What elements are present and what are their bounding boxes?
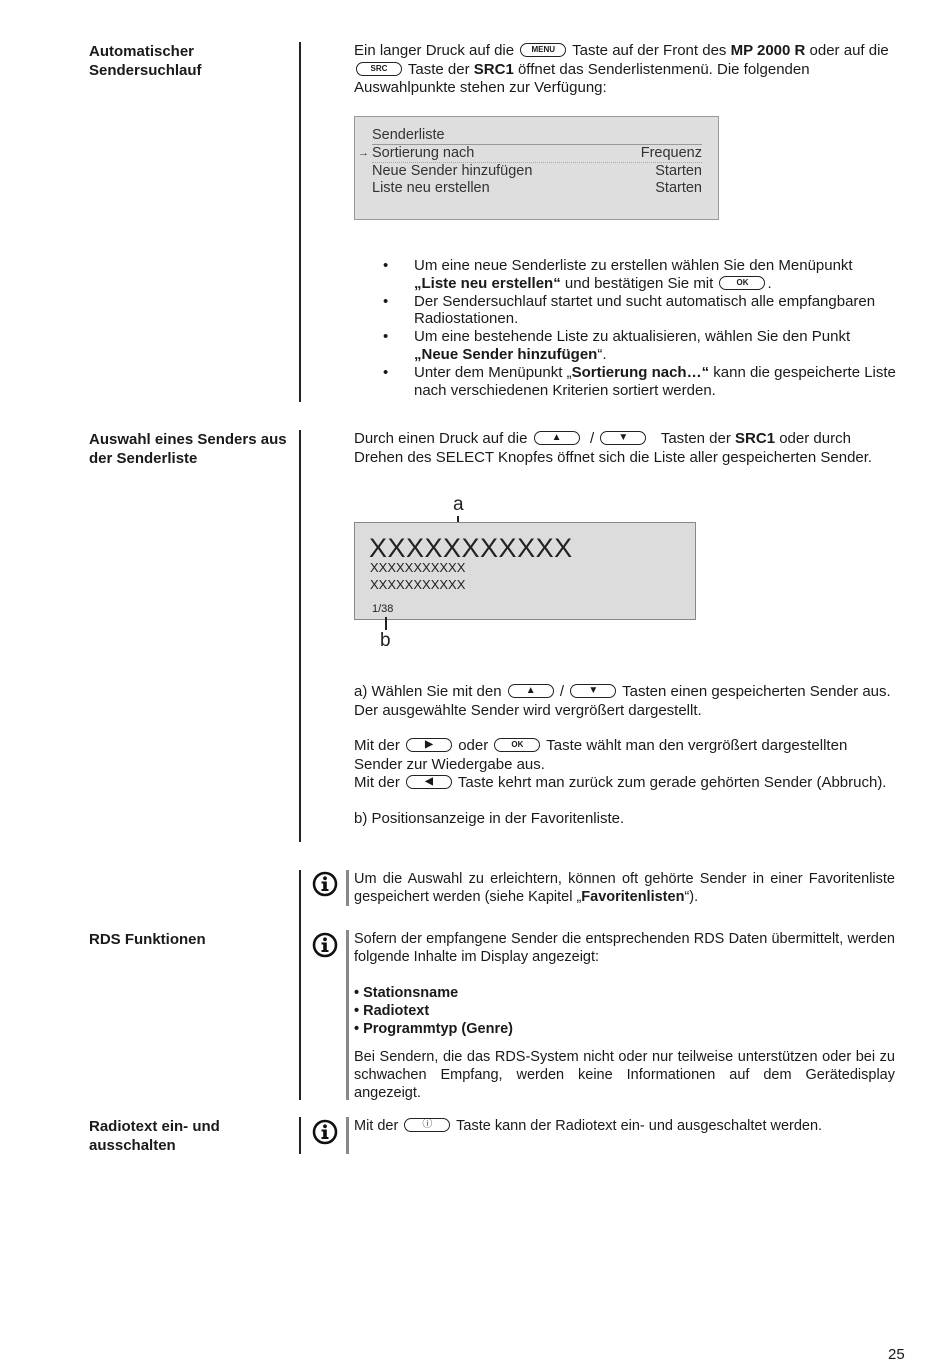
- heading-line: der Senderliste: [89, 450, 198, 467]
- bullet-item: [383, 293, 898, 329]
- select-station-explanation: [354, 683, 894, 828]
- para-b: b) Positionsanzeige in der Favoritenliste.: [354, 809, 625, 827]
- menu-title-text: Senderliste: [372, 127, 445, 143]
- para-back: [354, 774, 894, 793]
- favorites-note-text: [354, 870, 895, 906]
- menu-row-label: Liste neu erstellen: [372, 180, 490, 196]
- text: Taste kann der Radiotext ein- und ausgeschaltet werden.: [456, 1118, 823, 1134]
- heading-line: Radiotext ein- und: [89, 1118, 220, 1135]
- down-key-icon: ▼: [570, 684, 616, 698]
- text-bold: „Neue Sender hinzufügen: [414, 345, 598, 363]
- rds-items: [354, 984, 895, 1038]
- station-text: XXXXXXXXXXX: [370, 577, 466, 592]
- para-select: [354, 737, 894, 774]
- src-key-icon: SRC: [356, 62, 402, 76]
- heading-line: Auswahl eines Senders aus: [89, 431, 287, 448]
- text: Um die Auswahl zu erleichtern, können oft gehörte Sender in einer Favoritenliste gespeichert werden (siehe Kapitel „: [354, 871, 895, 905]
- menu-row-sortierung: [358, 145, 702, 163]
- text: Mit der: [354, 737, 400, 754]
- menu-row-label: Sortierung nach: [372, 145, 475, 161]
- text: Um eine neue Senderliste zu erstellen wählen Sie den Menüpunkt: [414, 257, 853, 274]
- text: /: [589, 430, 595, 447]
- selected-station-text: XXXXXXXXXXX: [369, 533, 573, 563]
- section-heading-auto-search: [89, 42, 299, 80]
- callout-label-a: a: [453, 494, 464, 515]
- text: Stationsname: [363, 985, 459, 1001]
- callout-line-b: [385, 617, 387, 630]
- station-text: XXXXXXXXXXX: [370, 560, 466, 575]
- menu-title: [372, 127, 702, 145]
- info-icon: [312, 871, 338, 897]
- text: oder durch Drehen des SELECT Knopfes öffnet sich die Liste aller gespeicherten Sender.: [354, 430, 873, 466]
- bullet-item: [383, 364, 898, 400]
- menu-row-label: Neue Sender hinzufügen: [372, 163, 533, 179]
- selection-arrow-icon: →: [358, 147, 369, 159]
- section-heading-rds: RDS Funktionen: [89, 931, 206, 948]
- heading-line: Automatischer: [89, 43, 195, 60]
- para-a: [354, 683, 894, 720]
- auto-search-bullets: [383, 257, 898, 399]
- info-icon: [312, 932, 338, 958]
- text: Tasten der: [660, 430, 731, 447]
- section-divider: [299, 908, 301, 1100]
- text: Ein langer Druck auf die: [354, 42, 515, 59]
- text-bold: „Liste neu erstellen“: [414, 274, 561, 292]
- bullet-icon: •: [383, 363, 389, 381]
- text: Der Sendersuchlauf startet und sucht automatisch alle empfangbaren Radiostationen.: [414, 292, 876, 328]
- text: Mit der: [354, 1118, 399, 1134]
- remote-name: SRC1: [473, 60, 514, 78]
- text: /: [559, 683, 565, 700]
- section-divider: [299, 870, 301, 908]
- rds-item: • Radiotext: [354, 1003, 430, 1019]
- menu-row-value: Frequenz: [640, 145, 702, 161]
- up-key-icon: ▲: [534, 431, 580, 445]
- text: “.: [597, 345, 607, 363]
- section-heading-radiotext: [89, 1117, 299, 1155]
- bullet-icon: •: [383, 292, 389, 310]
- rds-note-text: [354, 930, 895, 1102]
- remote-name: SRC1: [735, 430, 776, 447]
- text: Unter dem Menüpunkt „: [414, 363, 572, 381]
- position-indicator: 1/38: [372, 603, 394, 615]
- text: kann die gespeicherte Liste nach verschiedenen Kriterien sortiert werden.: [414, 363, 896, 399]
- radiotext-note-text: [354, 1117, 895, 1135]
- section-divider: [299, 42, 301, 402]
- text: Taste kehrt man zurück zum gerade gehörten Sender (Abbruch).: [457, 774, 887, 791]
- rds-intro: Sofern der empfangene Sender die entsprechenden RDS Daten übermittelt, werden folgende Inhalte im Display angezeigt:: [354, 931, 895, 965]
- down-key-icon: ▼: [600, 431, 646, 445]
- menu-key-icon: MENU: [520, 43, 566, 57]
- menu-row-value: Starten: [655, 163, 702, 179]
- select-station-intro: [354, 430, 894, 467]
- left-key-icon: ◀: [406, 775, 452, 789]
- senderliste-menu-screen: [354, 116, 719, 220]
- device-name: MP 2000 R: [730, 42, 806, 59]
- text: öffnet das Senderlistenmenü. Die folgenden Auswahlpunkte stehen zur Verfügung:: [354, 60, 810, 96]
- text: Durch einen Druck auf die: [354, 430, 528, 447]
- text: .: [767, 274, 772, 292]
- menu-row-neue-sender: [372, 163, 702, 180]
- section-divider: [299, 430, 301, 842]
- info-key-icon: ⓘ: [404, 1118, 450, 1132]
- rds-item: • Programmtyp (Genre): [354, 1021, 513, 1037]
- up-key-icon: ▲: [508, 684, 554, 698]
- right-key-icon: ▶: [406, 738, 452, 752]
- text: Mit der: [354, 774, 400, 791]
- note-bar: [346, 930, 349, 1100]
- menu-row-liste-neu: [372, 180, 702, 197]
- ok-key-icon: OK: [494, 738, 540, 752]
- heading-line: Sendersuchlauf: [89, 62, 202, 79]
- section-heading-select-station: [89, 430, 304, 468]
- text-bold: Sortierung nach…“: [571, 363, 710, 381]
- text: Taste auf der Front des: [572, 42, 727, 59]
- text: und bestätigen Sie mit: [560, 274, 714, 292]
- ok-key-icon: OK: [719, 276, 765, 290]
- rds-outro: Bei Sendern, die das RDS-System nicht oder nur teilweise unterstützen oder bei zu schwachen Empfang, werden keine Informationen auf dem Gerätedisplay angezeigt.: [354, 1049, 895, 1101]
- heading-line: ausschalten: [89, 1137, 176, 1154]
- bullet-icon: •: [383, 257, 389, 274]
- text: a) Wählen Sie mit den: [354, 683, 502, 700]
- station-list-display: [354, 522, 696, 620]
- text: Tasten einen gespeicherten Sender aus. Der ausgewählte Sender wird vergrößert dargestellt.: [354, 683, 891, 719]
- text: “).: [684, 889, 699, 905]
- rds-item: • Stationsname: [354, 985, 459, 1001]
- callout-label-b: b: [380, 630, 391, 651]
- text: oder auf die: [809, 42, 889, 59]
- info-icon: [312, 1119, 338, 1145]
- page-number: 25: [888, 1346, 905, 1363]
- text: Taste wählt man den vergrößert dargestellten Sender zur Wiedergabe aus.: [354, 737, 848, 773]
- section-divider: [299, 1117, 301, 1154]
- bullet-item: [383, 257, 898, 293]
- text: Radiotext: [363, 1003, 430, 1019]
- text: Taste der: [407, 60, 470, 78]
- text: Um eine bestehende Liste zu aktualisieren, wählen Sie den Punkt: [414, 328, 851, 346]
- note-bar: [346, 1117, 349, 1154]
- note-bar: [346, 870, 349, 906]
- text: oder: [458, 737, 489, 754]
- bullet-item: [383, 328, 898, 364]
- auto-search-intro: [354, 42, 894, 98]
- text-bold: Favoritenlisten: [581, 889, 685, 905]
- bullet-icon: •: [383, 328, 389, 346]
- text: Programmtyp (Genre): [363, 1021, 513, 1037]
- menu-row-value: Starten: [655, 180, 702, 196]
